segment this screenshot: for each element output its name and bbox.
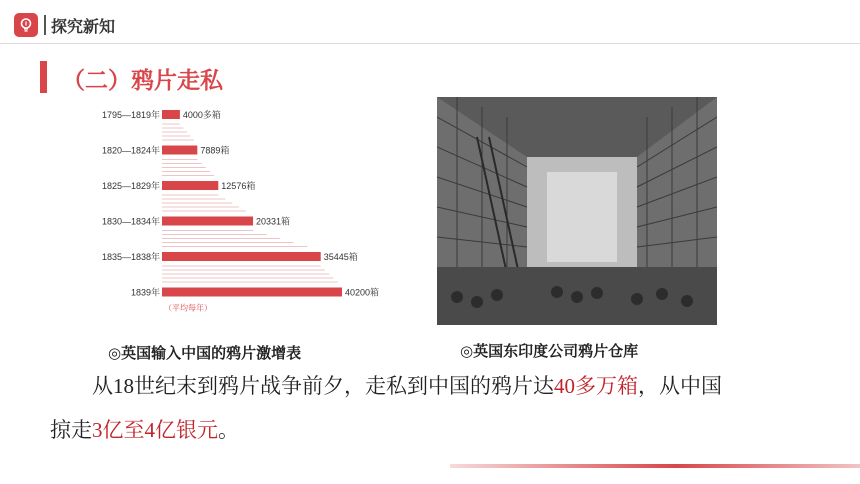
value-label: 20331箱 (256, 216, 291, 227)
value-label: 7889箱 (200, 145, 230, 156)
bar (162, 146, 197, 155)
body-highlight-2: 3亿至4亿银元 (92, 418, 218, 442)
bar (162, 288, 342, 297)
category-label: 1835—1838年 (101, 252, 160, 262)
chart-caption: ◎英国输入中国的鸦片激增表 (108, 344, 302, 362)
category-label: 1820—1824年 (101, 145, 160, 156)
body-paragraph (50, 364, 830, 452)
body-highlight-1: 40多万箱 (554, 374, 638, 398)
value-label: 35445箱 (323, 252, 358, 262)
opium-import-chart (90, 100, 390, 330)
category-label: 1830—1834年 (101, 216, 160, 227)
bar (162, 181, 218, 190)
warehouse-illustration (437, 97, 717, 325)
category-label: 1839年 (130, 287, 160, 298)
body-line-1 (50, 364, 830, 408)
category-label: 1825—1829年 (101, 181, 160, 191)
lightbulb-icon (18, 17, 34, 33)
warehouse-engraving-image (437, 97, 717, 325)
value-label: 40200箱 (345, 287, 380, 298)
category-label: 1795—1819年 (101, 110, 160, 120)
value-label: 12576箱 (221, 181, 256, 191)
footer-accent-line (450, 464, 860, 468)
photo-caption: ◎英国东印度公司鸦片仓库 (460, 342, 639, 360)
body-text-2b: 。 (218, 418, 239, 442)
chart-note: （平均每年） (164, 303, 212, 313)
section-marker (40, 61, 47, 93)
section-title: （二）鸦片走私 (62, 68, 223, 94)
page-header-title: 探究新知 (51, 17, 116, 36)
bar (162, 217, 253, 226)
body-line-2 (50, 408, 830, 452)
logo (14, 13, 38, 37)
body-text-2a: 掠走 (50, 418, 92, 442)
header-rule (0, 43, 860, 44)
body-text-1a: 从18世纪末到鸦片战争前夕，走私到中国的鸦片达 (92, 374, 554, 398)
header-divider (44, 15, 46, 35)
bar (162, 110, 180, 119)
body-text-1b: ，从中国 (638, 374, 722, 398)
bar (162, 252, 321, 261)
value-label: 4000多箱 (182, 110, 221, 120)
